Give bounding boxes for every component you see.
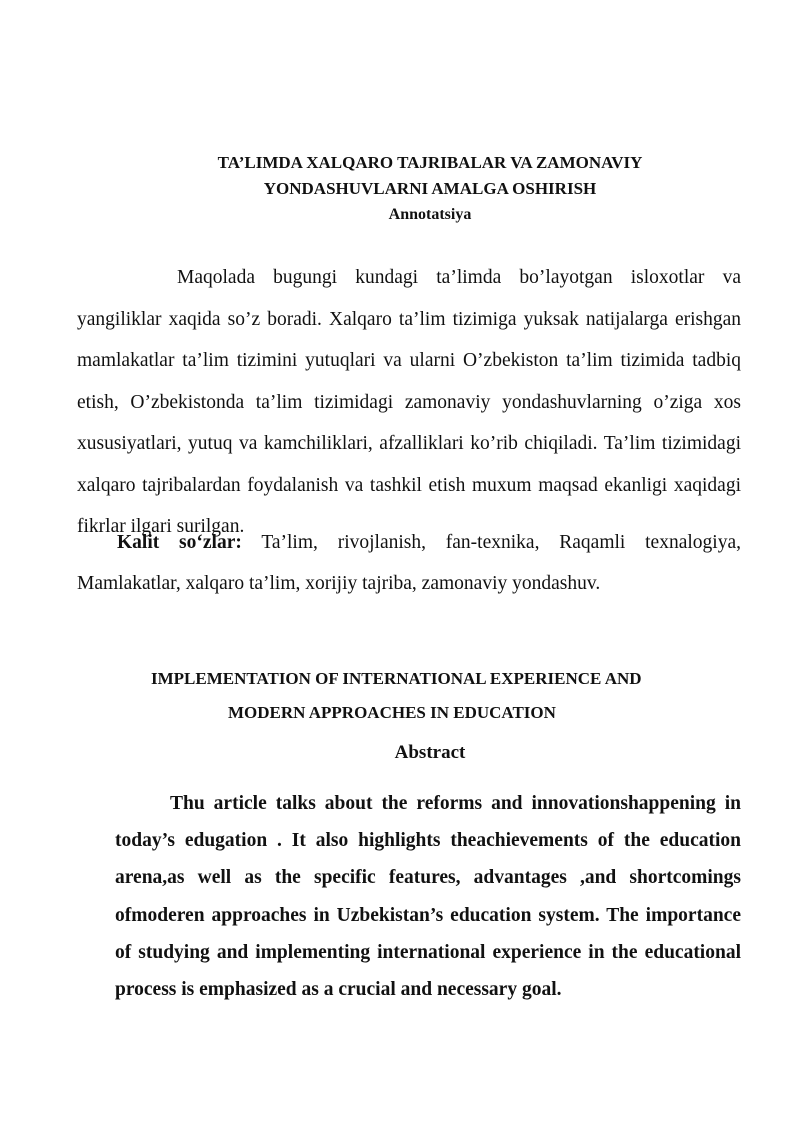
english-article-title <box>120 662 740 730</box>
annotation-paragraph: Maqolada bugungi kundagi ta’limda bo’layotgan isloxotlar va yangiliklar xaqida so’z boradi. Xalqaro ta’lim tizimiga yuksak natijalarga erishgan mamlakatlar ta’lim tizimini yutuqlari va ularni O’zbekiston ta’lim tizimida tadbiq etish, O’zbekistonda ta’lim tizimidagi zamonaviy yondashuvlarning o’ziga xos xususiyatlari, yutuq va kamchiliklari, afzalliklari ko’rib chiqiladi. Ta’lim tizimidagi xalqaro tajribalardan foydalanish va tashkil etish muxum maqsad ekanligi xaqidagi fikrlar ilgari surilgan. <box>77 267 741 537</box>
annotation-heading: Annotatsiya <box>388 206 472 223</box>
keywords-list: Ta’lim, rivojlanish, fan-texnika, Raqamli texnalogiya, Mamlakatlar, xalqaro ta’lim, xorijiy tajriba, zamonaviy yondashuv. <box>77 532 741 594</box>
keywords-label: Kalit so‘zlar: <box>117 532 242 553</box>
keywords-paragraph <box>77 522 741 604</box>
english-title-line-1: IMPLEMENTATION OF INTERNATIONAL EXPERIENCE AND <box>151 669 642 688</box>
abstract-paragraph: Thu article talks about the reforms and innovationshappening in today’s edugation . It also highlights theachievements of the education arena,as well as the specific features, advantages ,and shortcomings ofmoderen approaches in Uzbekistan’s education system. The importance of studying and implementing international experience in the educational process is emphasized as a crucial and necessary goal. <box>115 793 741 1001</box>
uzbek-article-title: TA’LIMDA XALQARO TAJRIBALAR VA ZAMONAVIY YONDASHUVLARNI AMALGA OSHIRISH <box>217 153 643 198</box>
english-title-line-2: MODERN APPROACHES IN EDUCATION <box>228 703 556 722</box>
abstract-heading: Abstract <box>394 742 466 763</box>
